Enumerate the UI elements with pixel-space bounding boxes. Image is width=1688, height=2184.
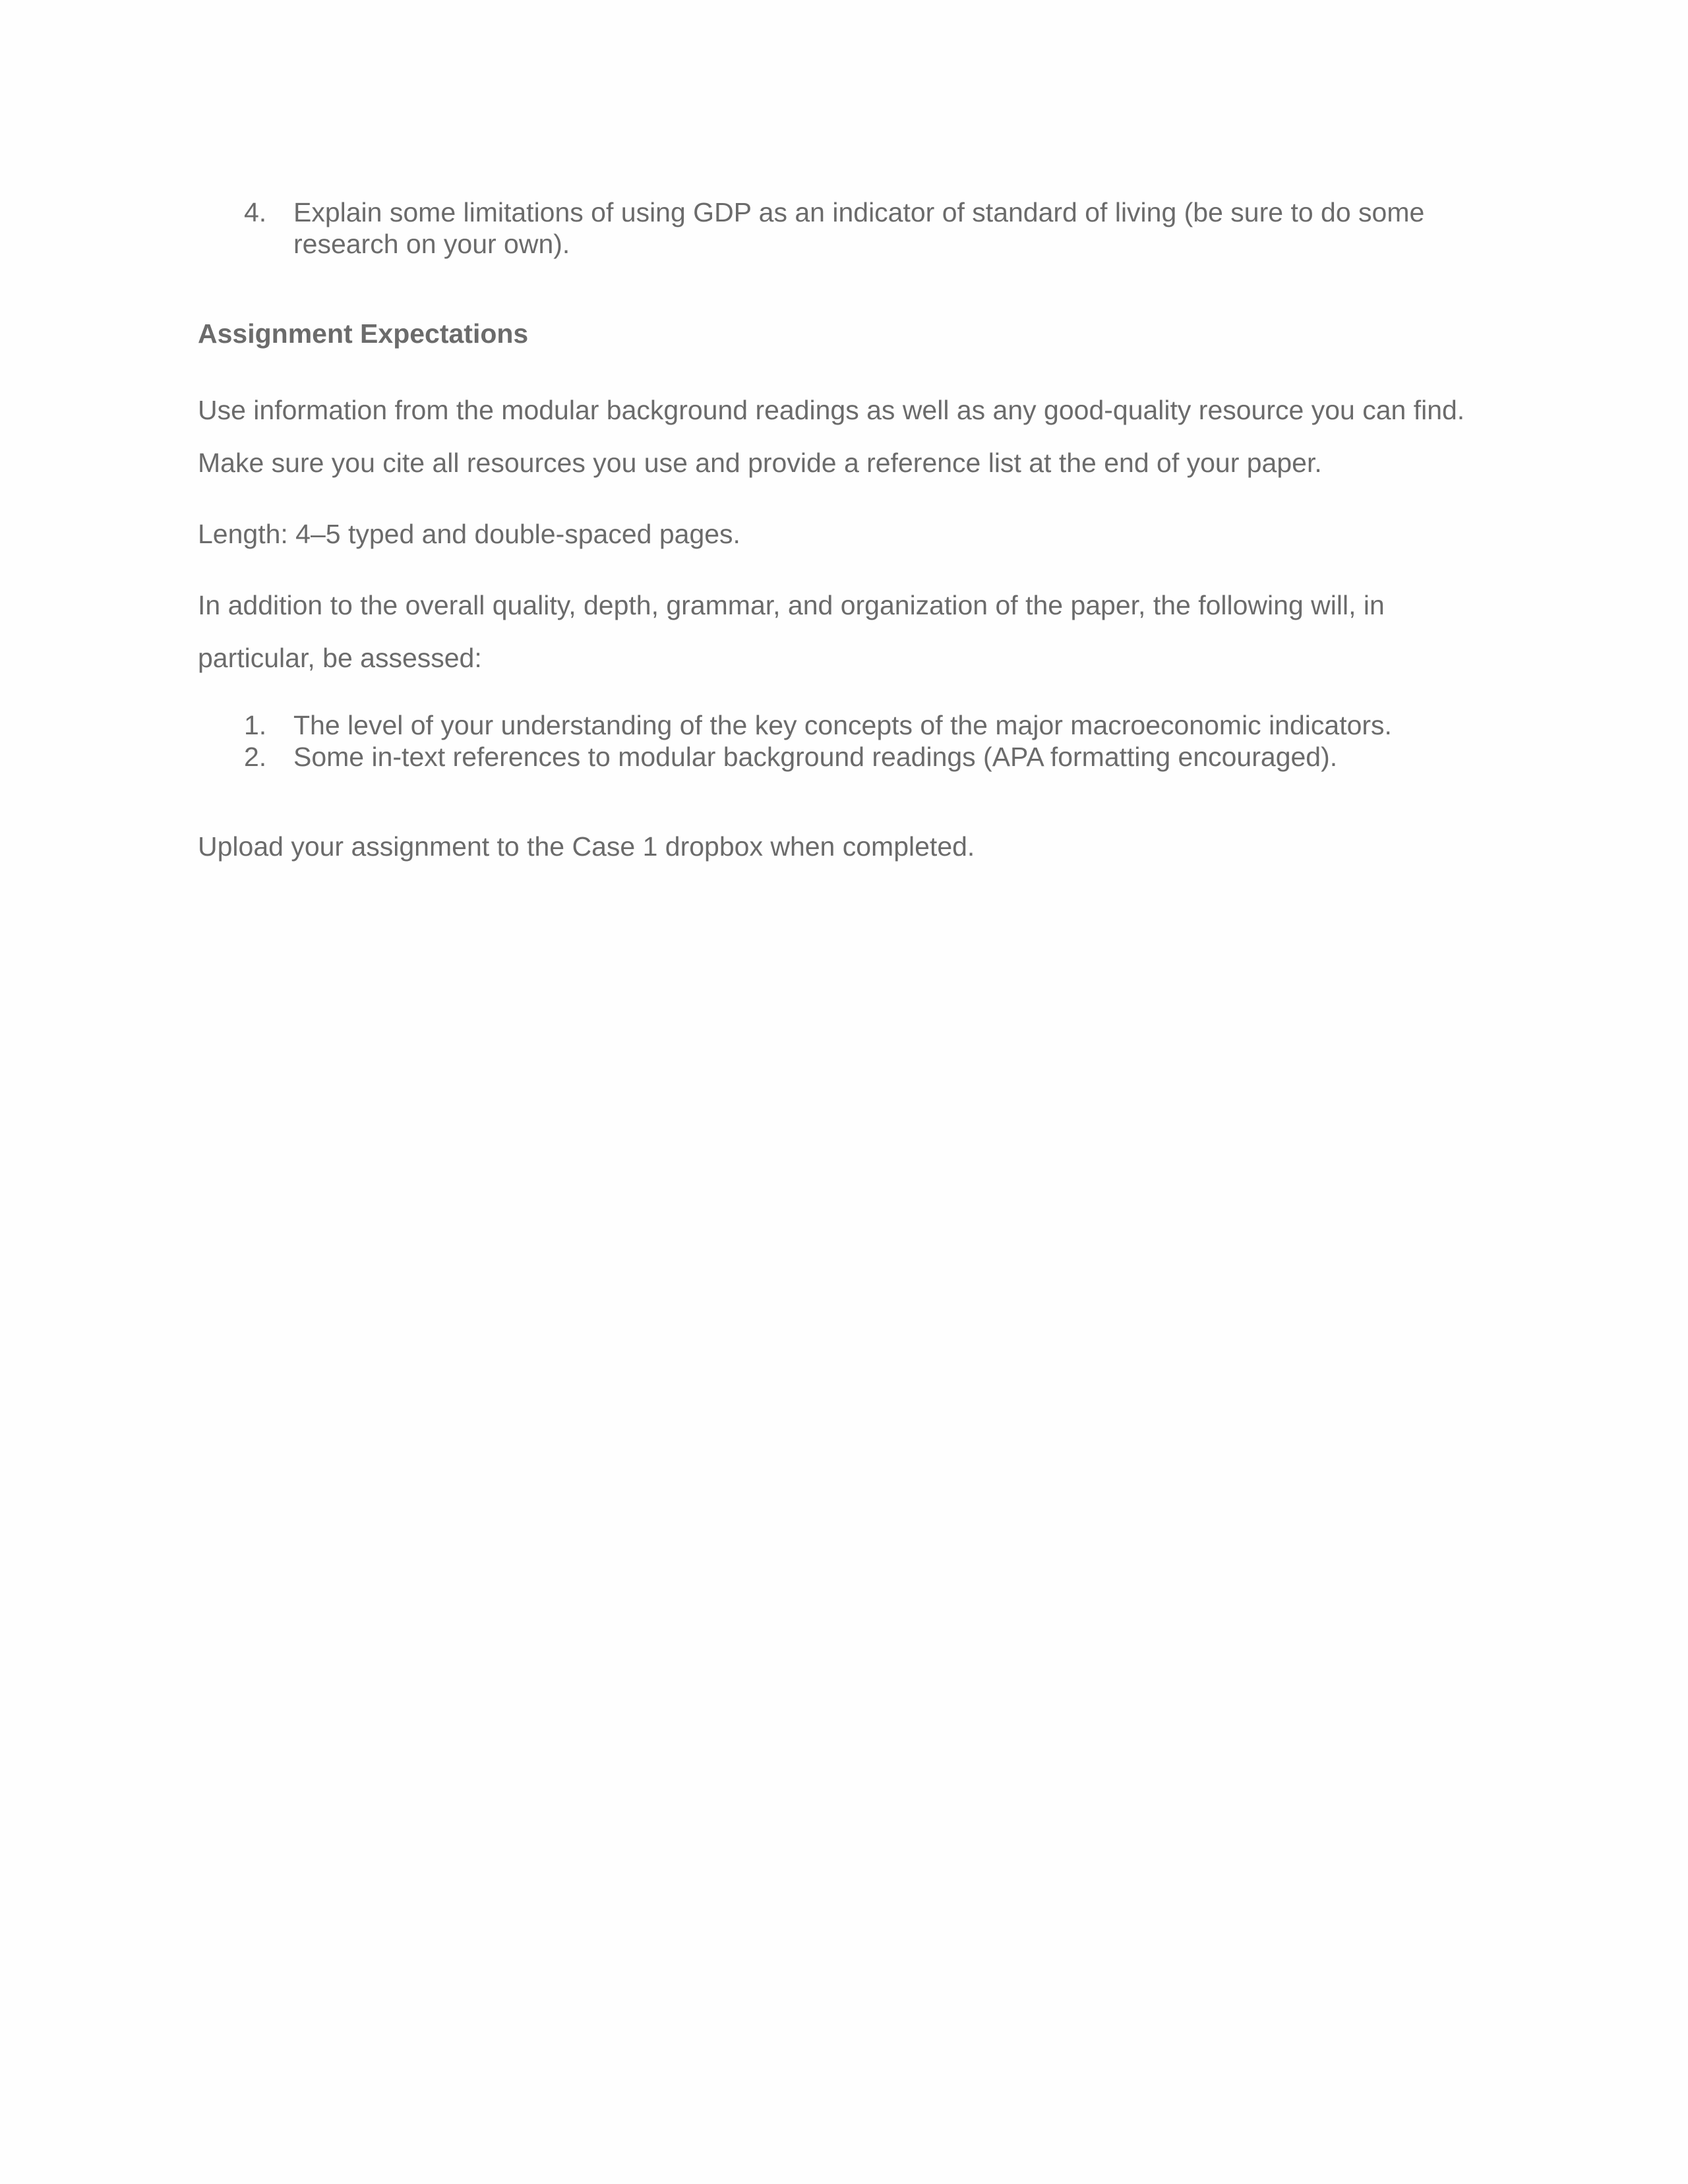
list-item [198, 741, 1490, 773]
resources-paragraph: Use information from the modular background readings as well as any good-quality resource you can find. Make sure you cite all resources you use and provide a reference list at the end of your paper. [198, 395, 1465, 478]
page-content [198, 196, 1490, 862]
assessment-intro-paragraph: In addition to the overall quality, depth, grammar, and organization of the paper, the following will, in particular, be assessed: [198, 590, 1385, 673]
list-item-text: The level of your understanding of the key concepts of the major macroeconomic indicators. [293, 710, 1392, 740]
list-item-number: 1. [244, 710, 267, 740]
section-heading: Assignment Expectations [198, 318, 529, 349]
criteria-list [198, 709, 1490, 773]
length-paragraph: Length: 4–5 typed and double-spaced pages. [198, 519, 740, 549]
list-item-text: Explain some limitations of using GDP as an indicator of standard of living (be sure to do some research on your own). [293, 197, 1425, 259]
list-item-text: Some in-text references to modular background readings (APA formatting encouraged). [293, 742, 1338, 772]
list-item-number: 2. [244, 742, 267, 772]
closing-instruction: Upload your assignment to the Case 1 dropbox when completed. [198, 831, 975, 862]
list-item-number: 4. [244, 197, 267, 227]
list-item [198, 709, 1490, 741]
question-list [198, 196, 1490, 260]
list-item [198, 196, 1490, 260]
